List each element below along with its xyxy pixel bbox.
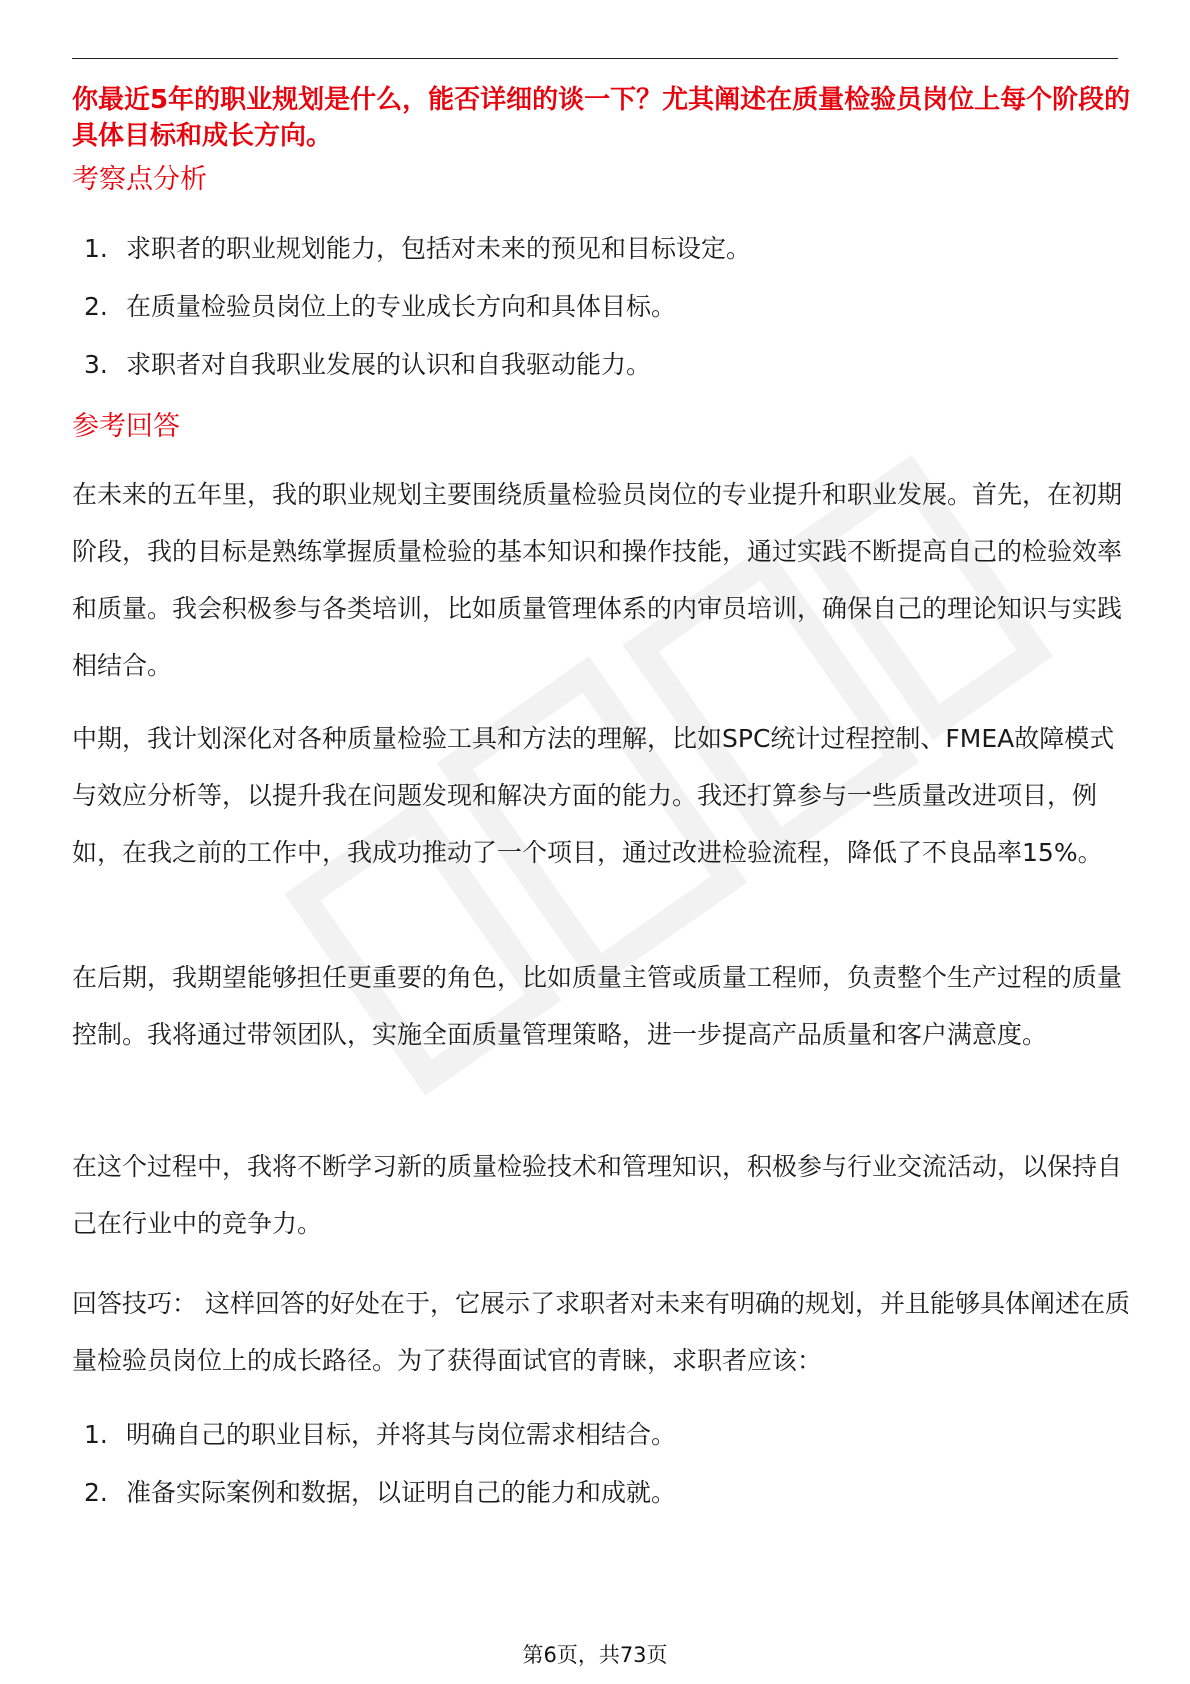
list-number: 1. xyxy=(84,1420,108,1449)
answer-paragraph: 在后期，我期望能够担任更重要的角色，比如质量主管或质量工程师，负责整个生产过程的质量控制。我将通过带领团队，实施全面质量管理策略，进一步提高产品质量和客户满意度。 xyxy=(72,963,1123,1049)
list-number: 3. xyxy=(84,350,108,379)
list-number: 2. xyxy=(84,292,108,321)
answer-paragraph: 中期，我计划深化对各种质量检验工具和方法的理解，比如SPC统计过程控制、FMEA故障模式与效应分析等，以提升我在问题发现和解决方面的能力。我还打算参与一些质量改进项目，例如，在我之前的工作中，我成功推动了一个项目，通过改进检验流程，降低了不良品率15%。 xyxy=(72,724,1115,867)
answer-heading: 参考回答 xyxy=(72,411,180,442)
answer-paragraph: 在这个过程中，我将不断学习新的质量检验技术和管理知识，积极参与行业交流活动，以保持自己在行业中的竞争力。 xyxy=(72,1152,1123,1238)
list-number: 2. xyxy=(84,1478,108,1507)
list-item xyxy=(84,1418,1104,1452)
list-text: 明确自己的职业目标，并将其与岗位需求相结合。 xyxy=(126,1420,677,1449)
list-number: 1. xyxy=(84,234,108,263)
list-item xyxy=(84,1476,1104,1510)
list-item xyxy=(84,348,1104,382)
tips-list xyxy=(84,1418,1104,1534)
analysis-list xyxy=(84,232,1104,406)
list-text: 准备实际案例和数据，以证明自己的能力和成就。 xyxy=(126,1478,677,1507)
answer-paragraph: 在未来的五年里，我的职业规划主要围绕质量检验员岗位的专业提升和职业发展。首先，在初期阶段，我的目标是熟练掌握质量检验的基本知识和操作技能，通过实践不断提高自己的检验效率和质量。我会积极参与各类培训，比如质量管理体系的内审员培训，确保自己的理论知识与实践相结合。 xyxy=(72,480,1123,680)
list-text: 在质量检验员岗位上的专业成长方向和具体目标。 xyxy=(126,292,677,321)
page-footer: 第6页，共73页 xyxy=(522,1643,668,1667)
list-text: 求职者的职业规划能力，包括对未来的预见和目标设定。 xyxy=(126,234,752,263)
question-title: 你最近5年的职业规划是什么，能否详细的谈一下？尤其阐述在质量检验员岗位上每个阶段的具体目标和成长方向。 xyxy=(72,85,1131,151)
list-text: 求职者对自我职业发展的认识和自我驱动能力。 xyxy=(126,350,652,379)
tips-intro: 回答技巧： 这样回答的好处在于，它展示了求职者对未来有明确的规划，并且能够具体阐述在质量检验员岗位上的成长路径。为了获得面试官的青睐，求职者应该： xyxy=(72,1289,1130,1375)
analysis-heading: 考察点分析 xyxy=(72,164,207,195)
list-item xyxy=(84,232,1104,266)
list-item xyxy=(84,290,1104,324)
top-rule xyxy=(72,58,1118,59)
